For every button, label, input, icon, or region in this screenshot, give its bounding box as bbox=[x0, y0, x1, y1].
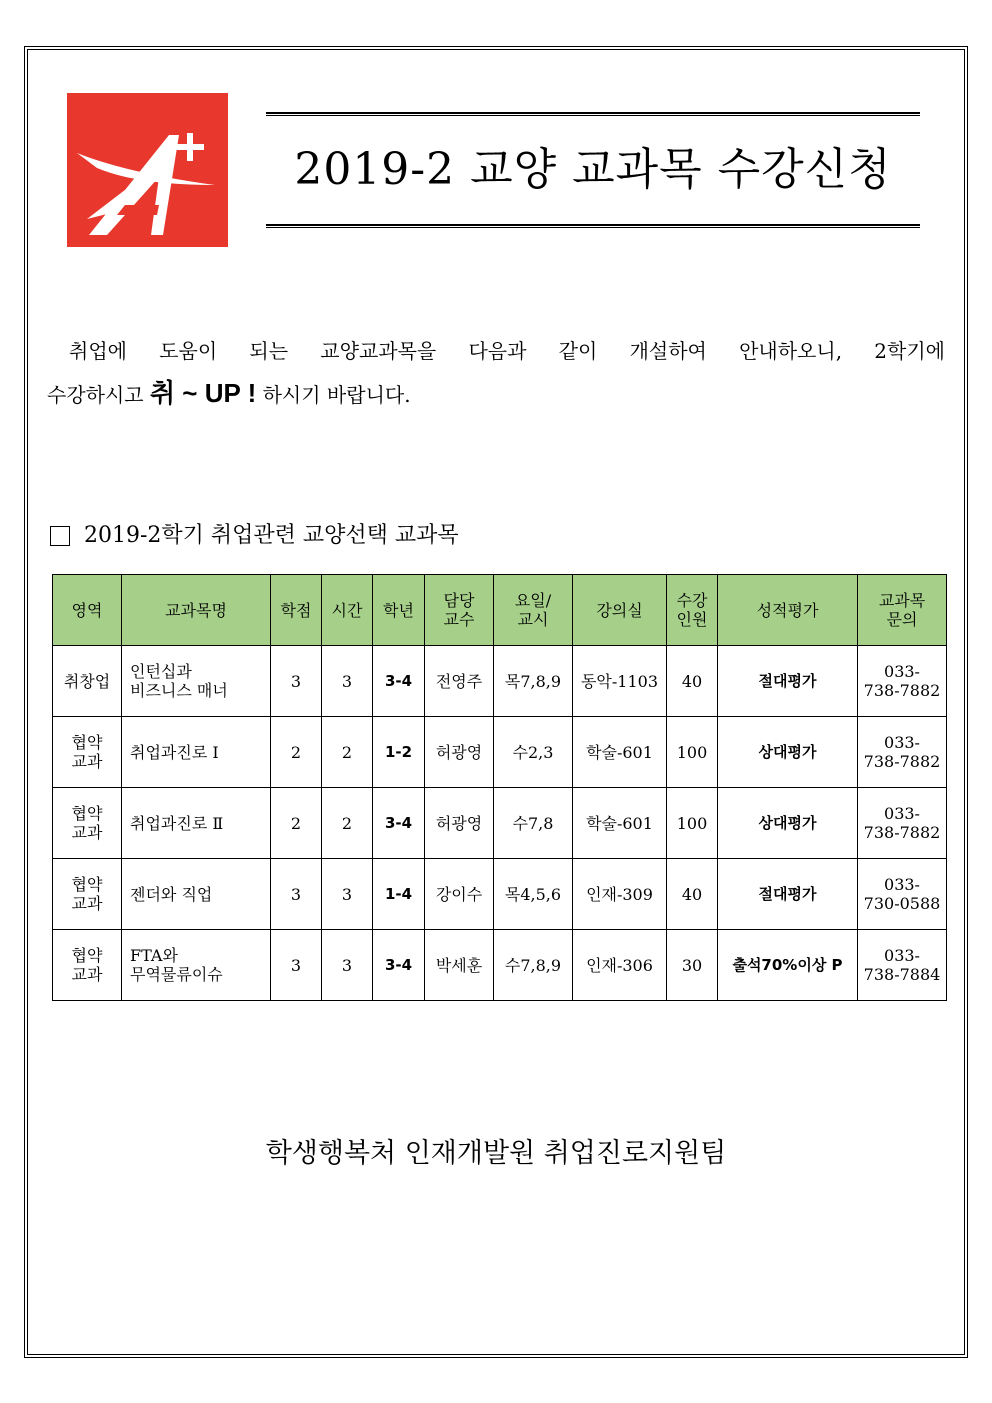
section-title: 2019-2학기 취업관련 교양선택 교과목 bbox=[84, 523, 459, 548]
cell-hours: 2 bbox=[322, 717, 373, 788]
table-row bbox=[53, 930, 947, 1001]
header-grade-year: 학년 bbox=[373, 575, 425, 646]
cell-classroom: 동악-1103 bbox=[573, 646, 667, 717]
cell-capacity: 30 bbox=[667, 930, 718, 1001]
cell-evaluation: 절대평가 bbox=[718, 646, 858, 717]
slogan: 취 ~ UP ! bbox=[149, 378, 257, 408]
courses-table bbox=[52, 574, 947, 1001]
cell-day-period: 목7,8,9 bbox=[494, 646, 573, 717]
intro-paragraph bbox=[47, 330, 945, 416]
cell-classroom: 학술-601 bbox=[573, 788, 667, 859]
cell-grade-year: 1-4 bbox=[373, 859, 425, 930]
cell-classroom: 인재-306 bbox=[573, 930, 667, 1001]
cell-inquiry: 033- 738-7884 bbox=[858, 930, 947, 1001]
cell-classroom: 학술-601 bbox=[573, 717, 667, 788]
header-hours: 시간 bbox=[322, 575, 373, 646]
cell-grade-year: 3-4 bbox=[373, 646, 425, 717]
cell-area: 협약 교과 bbox=[53, 717, 122, 788]
cell-inquiry: 033- 738-7882 bbox=[858, 646, 947, 717]
title-rule-top bbox=[266, 112, 920, 116]
cell-grade-year: 3-4 bbox=[373, 788, 425, 859]
page-title: 2019-2 교양 교과목 수강신청 bbox=[294, 144, 892, 195]
table-header-row bbox=[53, 575, 947, 646]
cell-day-period: 수7,8,9 bbox=[494, 930, 573, 1001]
cell-professor: 강이수 bbox=[425, 859, 494, 930]
checkbox-icon bbox=[50, 526, 70, 546]
cell-course-name: FTA와 무역물류이슈 bbox=[122, 930, 271, 1001]
header-capacity: 수강 인원 bbox=[667, 575, 718, 646]
cell-day-period: 목4,5,6 bbox=[494, 859, 573, 930]
cell-course-name: 취업과진로 Ⅰ bbox=[122, 717, 271, 788]
cell-evaluation: 절대평가 bbox=[718, 859, 858, 930]
cell-grade-year: 3-4 bbox=[373, 930, 425, 1001]
intro-text-after: 하시기 바랍니다. bbox=[256, 383, 411, 407]
cell-inquiry: 033- 738-7882 bbox=[858, 788, 947, 859]
cell-evaluation: 상대평가 bbox=[718, 788, 858, 859]
cell-capacity: 40 bbox=[667, 859, 718, 930]
cell-credits: 3 bbox=[271, 859, 322, 930]
cell-capacity: 100 bbox=[667, 788, 718, 859]
cell-grade-year: 1-2 bbox=[373, 717, 425, 788]
table-row bbox=[53, 788, 947, 859]
header-course-name: 교과목명 bbox=[122, 575, 271, 646]
cell-day-period: 수2,3 bbox=[494, 717, 573, 788]
header-credits: 학점 bbox=[271, 575, 322, 646]
footer-department: 학생행복처 인재개발원 취업진로지원팀 bbox=[265, 1138, 727, 1169]
cell-course-name: 취업과진로 Ⅱ bbox=[122, 788, 271, 859]
cell-hours: 3 bbox=[322, 930, 373, 1001]
cell-credits: 2 bbox=[271, 717, 322, 788]
cell-day-period: 수7,8 bbox=[494, 788, 573, 859]
cell-hours: 3 bbox=[322, 859, 373, 930]
title-rule-bottom bbox=[266, 224, 920, 228]
cell-hours: 3 bbox=[322, 646, 373, 717]
cell-inquiry: 033- 738-7882 bbox=[858, 717, 947, 788]
cell-evaluation: 상대평가 bbox=[718, 717, 858, 788]
a-plus-logo-icon bbox=[67, 93, 228, 247]
cell-inquiry: 033- 730-0588 bbox=[858, 859, 947, 930]
cell-hours: 2 bbox=[322, 788, 373, 859]
table-row bbox=[53, 859, 947, 930]
intro-line-2 bbox=[47, 372, 945, 416]
cell-credits: 3 bbox=[271, 930, 322, 1001]
cell-professor: 허광영 bbox=[425, 788, 494, 859]
cell-evaluation: 출석70%이상 P bbox=[718, 930, 858, 1001]
cell-area: 협약 교과 bbox=[53, 930, 122, 1001]
header-professor: 담당 교수 bbox=[425, 575, 494, 646]
cell-professor: 박세훈 bbox=[425, 930, 494, 1001]
cell-professor: 허광영 bbox=[425, 717, 494, 788]
cell-course-name: 젠더와 직업 bbox=[122, 859, 271, 930]
cell-capacity: 100 bbox=[667, 717, 718, 788]
cell-course-name: 인턴십과 비즈니스 매너 bbox=[122, 646, 271, 717]
header-area: 영역 bbox=[53, 575, 122, 646]
intro-line-1: 취업에 도움이 되는 교양교과목을 다음과 같이 개설하여 안내하오니, 2학기에 bbox=[69, 339, 945, 363]
header-day-period: 요일/ 교시 bbox=[494, 575, 573, 646]
header-evaluation: 성적평가 bbox=[718, 575, 858, 646]
intro-text-before: 수강하시고 bbox=[47, 383, 150, 407]
section-heading bbox=[50, 520, 459, 552]
cell-professor: 전영주 bbox=[425, 646, 494, 717]
header-inquiry: 교과목 문의 bbox=[858, 575, 947, 646]
cell-area: 협약 교과 bbox=[53, 788, 122, 859]
table-row bbox=[53, 717, 947, 788]
table-row bbox=[53, 646, 947, 717]
title-block bbox=[266, 112, 920, 228]
cell-credits: 3 bbox=[271, 646, 322, 717]
header-classroom: 강의실 bbox=[573, 575, 667, 646]
cell-capacity: 40 bbox=[667, 646, 718, 717]
cell-credits: 2 bbox=[271, 788, 322, 859]
cell-area: 협약 교과 bbox=[53, 859, 122, 930]
cell-classroom: 인재-309 bbox=[573, 859, 667, 930]
cell-area: 취창업 bbox=[53, 646, 122, 717]
